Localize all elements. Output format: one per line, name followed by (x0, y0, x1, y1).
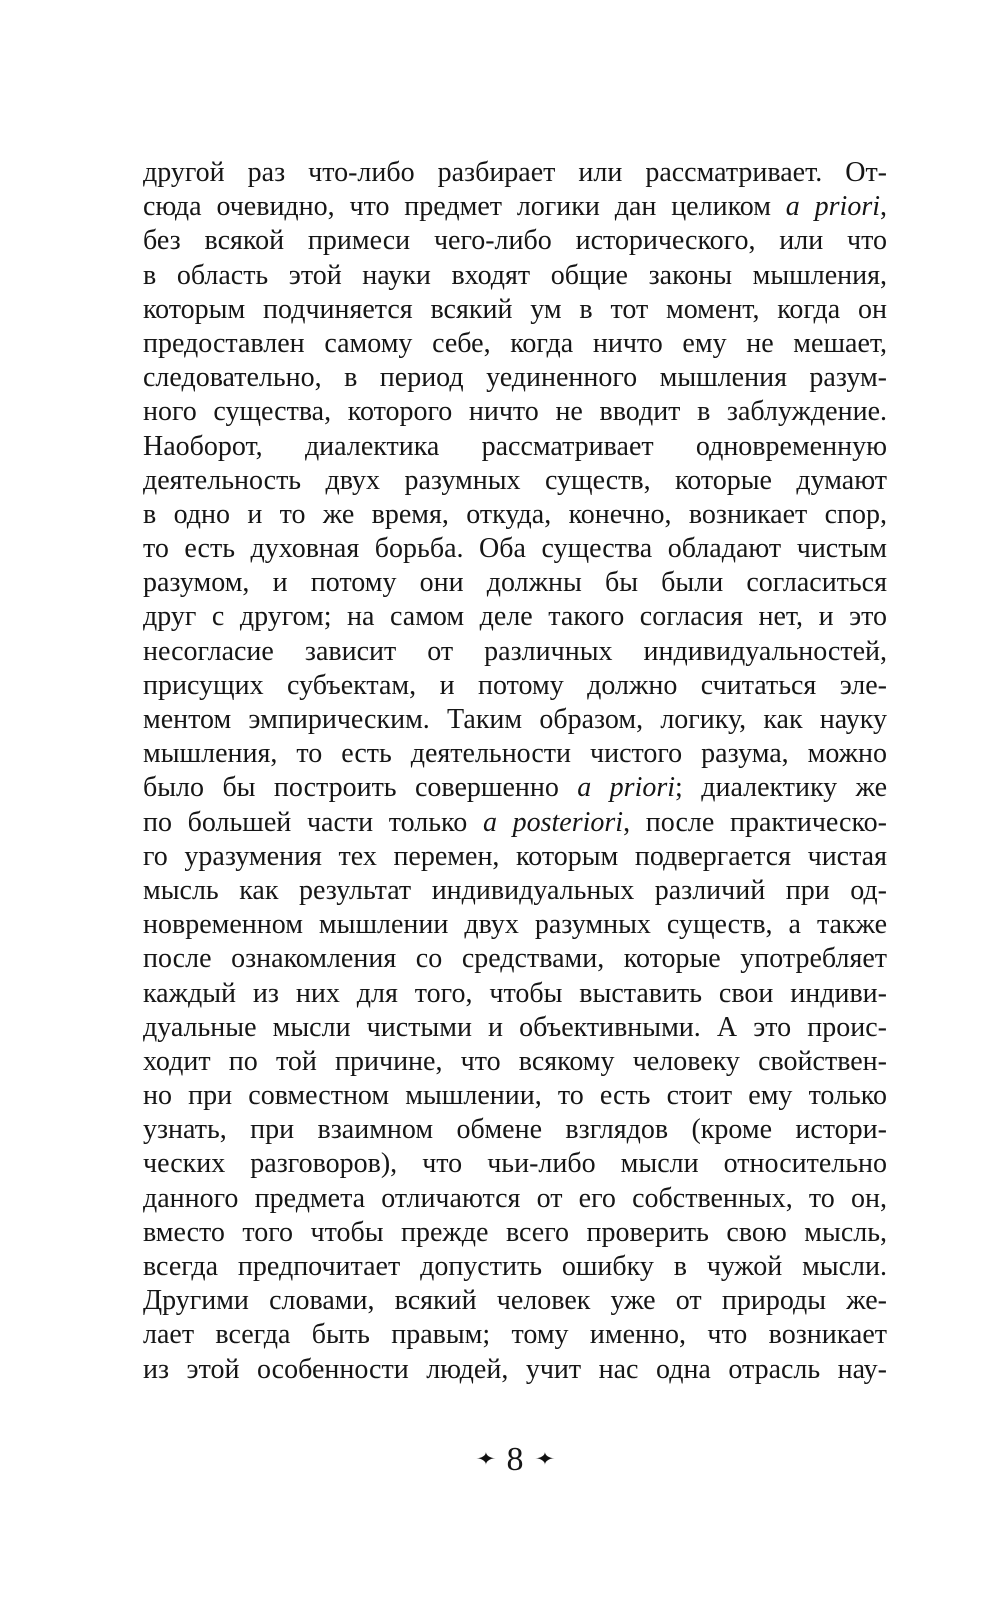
text-segment: узнать, при взаимном обмене взглядов (кроме истори- (143, 1114, 887, 1146)
text-segment: вместо того чтобы прежде всего проверить свою мысль, (143, 1216, 887, 1248)
text-line (143, 635, 887, 669)
page-text-block (143, 156, 887, 1387)
text-segment: после ознакомления со средствами, которые употребляет (143, 943, 887, 975)
text-line (143, 908, 887, 942)
text-segment: ментом эмпирическим. Таким образом, логику, как науку (143, 704, 887, 735)
text-line (143, 532, 887, 566)
text-segment: го уразумения тех перемен, которым подвергается чистая (143, 840, 887, 872)
text-line (143, 1045, 887, 1079)
text-line (143, 190, 887, 224)
footer-left-diamond-icon: ✦ (474, 1450, 497, 1469)
text-segment: было бы построить совершенно (143, 772, 578, 804)
text-segment: присущих субъектам, и потому должно считаться эле- (143, 669, 887, 701)
text-segment: которым подчиняется всякий ум в тот момент, когда он (143, 293, 887, 325)
text-line (143, 566, 887, 600)
text-line (143, 1011, 887, 1045)
text-segment: деятельность двух разумных существ, которые думают (143, 464, 887, 496)
text-line (143, 156, 887, 190)
text-line (143, 1182, 887, 1216)
text-line (143, 977, 887, 1011)
text-segment: из этой особенности людей, учит нас одна отрасль нау- (143, 1353, 887, 1385)
text-line (143, 703, 887, 737)
text-segment: дуальные мысли чистыми и объективными. А это проис- (143, 1011, 887, 1043)
text-line (143, 498, 887, 532)
text-line (143, 395, 887, 429)
latin-italic-phrase: a priori (785, 191, 880, 223)
page-number: 8 (506, 1441, 524, 1478)
text-line (143, 874, 887, 908)
text-segment: разумом, и потому они должны бы были согласиться (143, 567, 887, 599)
footer-right-diamond-icon: ✦ (533, 1450, 556, 1469)
text-line (143, 224, 887, 258)
text-segment: ; диалектику же (675, 772, 887, 804)
text-line (143, 464, 887, 498)
text-segment: новременном мышлении двух разумных существ, а также (143, 909, 887, 941)
text-segment: мышления, то есть деятельности чистого разума, можно (143, 738, 887, 770)
text-segment: всегда предпочитает допустить ошибку в чужой мысли. (143, 1251, 887, 1282)
text-segment: мысль как результат индивидуальных различий при од- (143, 874, 887, 906)
text-segment: следовательно, в период уединенного мышления разум- (143, 362, 887, 394)
text-line (143, 771, 887, 805)
text-line (143, 430, 887, 464)
text-line (143, 327, 887, 361)
text-segment: ходит по той причине, что всякому человеку свойствен- (143, 1045, 887, 1077)
text-line (143, 1147, 887, 1181)
text-line (143, 1318, 887, 1352)
text-segment: по большей части только (143, 806, 483, 838)
text-segment: ного существа, которого ничто не вводит в заблуждение. (143, 396, 887, 428)
text-segment: сюда очевидно, что предмет логики дан целиком (143, 191, 786, 223)
text-line (143, 942, 887, 976)
text-line (143, 361, 887, 395)
text-segment: каждый из них для того, чтобы выставить свои индиви- (143, 977, 887, 1009)
text-segment: в одно и то же время, откуда, конечно, возникает спор, (143, 498, 887, 530)
text-line (143, 669, 887, 703)
page-footer (143, 1440, 887, 1480)
text-line (143, 1216, 887, 1250)
text-segment: Другими словами, всякий человек уже от природы же- (143, 1285, 887, 1317)
text-line (143, 806, 887, 840)
text-segment: несогласие зависит от различных индивидуальностей, (143, 635, 887, 667)
text-line (143, 1353, 887, 1387)
text-segment: ческих разговоров), что чьи-либо мысли относительно (143, 1148, 887, 1180)
latin-italic-phrase: a priori (577, 772, 676, 804)
text-segment: друг с другом; на самом деле такого согласия нет, и это (143, 601, 887, 633)
text-segment: , после практическо- (623, 806, 887, 838)
text-segment: без всякой примеси чего-либо исторического, или что (143, 225, 887, 257)
text-segment: предоставлен самому себе, когда ничто ему не мешает, (143, 327, 887, 359)
text-segment: данного предмета отличаются от его собственных, то он, (143, 1182, 887, 1214)
text-segment: , (880, 191, 887, 223)
text-line (143, 293, 887, 327)
text-line (143, 840, 887, 874)
text-line (143, 600, 887, 634)
text-line (143, 1250, 887, 1284)
text-segment: то есть духовная борьба. Оба существа обладают чистым (143, 533, 887, 565)
text-segment: Наоборот, диалектика рассматривает одновременную (143, 430, 887, 462)
text-segment: но при совместном мышлении, то есть стоит ему только (143, 1080, 887, 1112)
text-segment: другой раз что-либо разбирает или рассматривает. От- (143, 157, 887, 188)
text-segment: в область этой науки входят общие законы мышления, (143, 259, 887, 291)
text-line (143, 1079, 887, 1113)
latin-italic-phrase: a posteriori (482, 806, 624, 838)
text-line (143, 1113, 887, 1147)
text-line (143, 737, 887, 771)
text-line (143, 1284, 887, 1318)
text-segment: лает всегда быть правым; тому именно, что возникает (143, 1319, 887, 1351)
text-line (143, 259, 887, 293)
